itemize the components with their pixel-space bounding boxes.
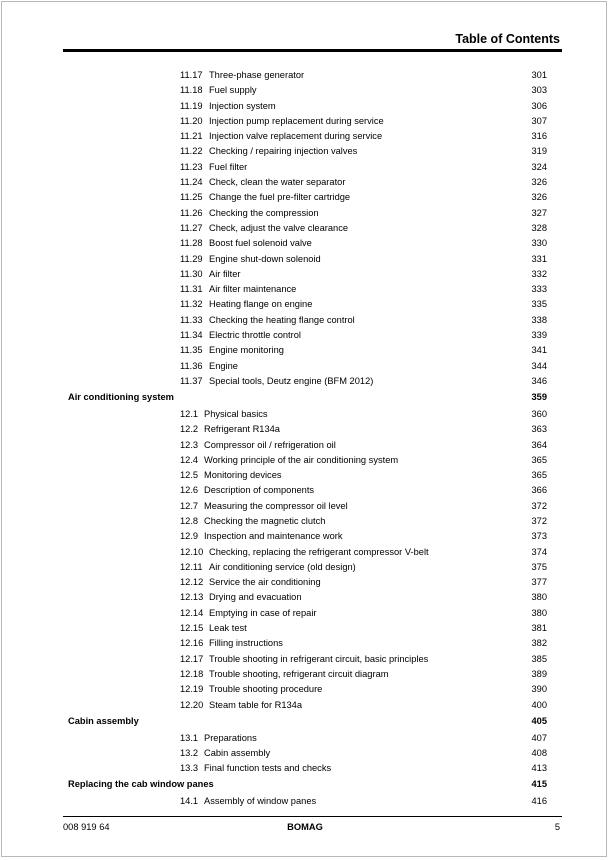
toc-entry-title: Working principle of the air conditioning system [204,454,399,465]
toc-entry[interactable] [0,606,610,621]
toc-page-number: 407 [531,732,547,743]
toc-page-number: 303 [531,85,547,96]
toc-page-number: 374 [531,546,547,557]
toc-entry-number: 12.14 [180,607,204,618]
toc-entry[interactable] [0,468,610,483]
toc-entry-title: Change the fuel pre-filter cartridge [209,192,351,203]
toc-page-number: 365 [531,454,547,465]
toc-page-number: 332 [531,268,547,279]
toc-entry[interactable] [0,590,610,605]
toc-entry[interactable] [0,667,610,682]
toc-entry-title: Checking the compression [209,207,319,218]
toc-page-number: 330 [531,238,547,249]
toc-entry-number: 12.2 [180,424,199,435]
toc-entry-title: Three-phase generator [209,70,305,80]
header-divider [63,49,562,52]
toc-entry[interactable] [0,83,610,98]
toc-entry-title: Air filter maintenance [209,284,297,295]
toc-entry[interactable] [0,282,610,297]
toc-entry-number: 12.16 [180,638,204,649]
toc-entry[interactable] [0,407,610,422]
toc-page-number: 363 [531,424,547,435]
toc-entry-title: Final function tests and checks [204,763,332,774]
toc-entry[interactable] [0,575,610,590]
toc-entry-title: Injection valve replacement during service [209,131,383,142]
toc-entry-title: Trouble shooting procedure [209,684,323,695]
toc-page-number: 346 [531,375,547,386]
toc-entry-title: Engine monitoring [209,345,284,356]
toc-entry[interactable] [0,313,610,328]
toc-page-number: 335 [531,299,547,310]
toc-entry[interactable] [0,160,610,175]
toc-entry-title: Monitoring devices [204,470,282,481]
toc-entry-number: 11.35 [180,345,203,356]
document-number: 008 919 64 [63,822,110,832]
toc-entry[interactable] [0,144,610,159]
toc-entry-title: Check, adjust the valve clearance [209,222,349,233]
toc-entry[interactable] [0,328,610,343]
toc-page-number: 381 [531,623,547,634]
toc-entry-title: Checking the magnetic clutch [204,516,326,526]
toc-page-number: 372 [531,516,547,526]
toc-section-title: Replacing the cab window panes [68,779,214,790]
toc-entry[interactable] [0,499,610,514]
toc-page-number: 326 [531,192,547,203]
toc-entry-number: 12.11 [180,561,203,572]
toc-entry-number: 12.5 [180,470,199,481]
toc-entry[interactable] [0,529,610,544]
toc-entry-number: 11.17 [180,70,203,80]
toc-entry-number: 12.19 [180,684,204,695]
toc-entry-title: Assembly of window panes [204,796,317,807]
toc-entry-number: 11.32 [180,299,203,310]
toc-page-number: 416 [531,796,547,807]
toc-entry-title: Air conditioning service (old design) [209,561,356,572]
toc-entry-number: 12.10 [180,546,204,557]
toc-entry[interactable] [0,343,610,358]
toc-entry-number: 11.36 [180,360,203,371]
toc-entry[interactable] [0,453,610,468]
toc-entry-title: Fuel filter [209,161,248,172]
toc-entry-number: 11.22 [180,146,203,157]
toc-entry[interactable] [0,297,610,312]
toc-entry-title: Physical basics [204,408,268,419]
toc-entry-number: 12.8 [180,516,199,526]
toc-entry-title: Engine [209,360,238,371]
toc-entry[interactable] [0,698,610,713]
toc-entry[interactable] [0,236,610,251]
toc-page-number: 301 [531,70,547,80]
toc-entry-title: Inspection and maintenance work [204,531,343,542]
toc-entry[interactable] [0,761,610,776]
toc-page-number: 380 [531,607,547,618]
toc-entry-number: 13.1 [180,732,199,743]
toc-entry-number: 11.30 [180,268,203,279]
toc-entry-number: 11.34 [180,330,203,341]
toc-entry[interactable] [0,99,610,114]
toc-page-number: 382 [531,638,547,649]
toc-entry[interactable] [0,359,610,374]
toc-entry-number: 12.15 [180,623,204,634]
toc-page-number: 319 [531,146,547,157]
toc-entry[interactable] [0,267,610,282]
toc-entry-number: 11.19 [180,100,203,111]
toc-page-number: 413 [531,763,547,774]
toc-page-number: 377 [531,577,547,588]
toc-page-number: 316 [531,131,547,142]
toc-page-number: 306 [531,100,547,111]
footer-divider [63,816,562,817]
toc-entry-number: 11.31 [180,284,203,295]
toc-entry[interactable] [0,483,610,498]
toc-page-number: 359 [531,392,547,403]
toc-page-number: 339 [531,330,547,341]
toc-entry[interactable] [0,221,610,236]
toc-entry[interactable] [0,560,610,575]
toc-entry-number: 11.28 [180,238,203,249]
toc-entry-title: Refrigerant R134a [204,424,280,435]
toc-entry[interactable] [0,731,610,746]
toc-page-number: 390 [531,684,547,695]
toc-entry[interactable] [0,621,610,636]
toc-page-number: 389 [531,668,547,679]
toc-entry-title: Filling instructions [209,638,283,649]
toc-entry-title: Service the air conditioning [209,577,321,588]
toc-entry-number: 13.3 [180,763,199,774]
toc-entry-number: 12.20 [180,699,204,710]
toc-entry-title: Preparations [204,732,257,743]
toc-page-number: 408 [531,747,547,758]
toc-entry-title: Special tools, Deutz engine (BFM 2012) [209,375,374,386]
toc-entry[interactable] [0,190,610,205]
toc-entry[interactable] [0,545,610,560]
toc-entry[interactable] [0,374,610,389]
toc-entry-number: 11.37 [180,375,203,386]
toc-entry[interactable] [0,68,610,83]
toc-entry-title: Compressor oil / refrigeration oil [204,439,336,450]
toc-entry[interactable] [0,129,610,144]
toc-entry-number: 11.21 [180,131,203,142]
toc-page-number: 307 [531,115,547,126]
toc-entry[interactable] [0,114,610,129]
toc-entry-title: Injection system [209,100,276,111]
toc-page-number: 405 [531,715,547,726]
toc-section-entry[interactable] [0,776,610,793]
toc-entry-title: Check, clean the water separator [209,177,346,188]
toc-page-number: 326 [531,177,547,188]
toc-entry-title: Checking / repairing injection valves [209,146,358,157]
toc-entry-title: Checking, replacing the refrigerant compressor V-belt [209,546,429,557]
toc-page-number: 400 [531,699,547,710]
toc-entry-number: 11.29 [180,253,203,264]
toc-entry-title: Engine shut-down solenoid [209,253,321,264]
toc-entry-number: 12.4 [180,454,199,465]
toc-entry-title: Checking the heating flange control [209,314,355,325]
toc-entry-number: 12.18 [180,668,204,679]
toc-page-number: 327 [531,207,547,218]
toc-page-number: 366 [531,485,547,496]
toc-entry-number: 12.17 [180,653,204,664]
toc-entry-title: Boost fuel solenoid valve [209,238,312,249]
toc-entry-number: 12.12 [180,577,204,588]
brand-name: BOMAG [287,822,323,832]
toc-entry-title: Injection pump replacement during service [209,115,384,126]
toc-page-number: 380 [531,592,547,603]
toc-page-number: 324 [531,161,547,172]
toc-entry-title: Air filter [209,268,241,279]
toc-entry-number: 11.27 [180,222,203,233]
toc-page-number: 415 [531,779,547,790]
toc-entry[interactable] [0,252,610,267]
toc-entry[interactable] [0,422,610,437]
toc-entry-number: 12.6 [180,485,199,496]
toc-entry-number: 11.25 [180,192,203,203]
toc-section-title: Cabin assembly [68,715,139,726]
toc-entry[interactable] [0,652,610,667]
toc-page-number: 341 [531,345,547,356]
toc-page-number: 338 [531,314,547,325]
toc-entry[interactable] [0,794,610,809]
toc-entry-number: 11.18 [180,85,203,96]
toc-entry-number: 11.24 [180,177,203,188]
toc-entry[interactable] [0,514,610,529]
toc-page-number: 375 [531,561,547,572]
toc-page-number: 331 [531,253,547,264]
toc-section-title: Air conditioning system [68,392,174,403]
toc-entry-number: 11.20 [180,115,203,126]
toc-entry-number: 11.23 [180,161,203,172]
toc-entry-number: 14.1 [180,796,199,807]
toc-page-number: 365 [531,470,547,481]
toc-entry-title: Trouble shooting, refrigerant circuit diagram [209,668,389,679]
toc-entry[interactable] [0,206,610,221]
toc-section-entry[interactable] [0,389,610,406]
toc-entry-number: 12.7 [180,500,199,511]
toc-entry[interactable] [0,438,610,453]
page-number: 5 [554,822,560,832]
toc-entry-number: 12.9 [180,531,199,542]
toc-entry[interactable] [0,636,610,651]
toc-entry-number: 12.13 [180,592,204,603]
toc-entry-title: Trouble shooting in refrigerant circuit, basic principles [209,653,429,664]
toc-entry-title: Emptying in case of repair [209,607,317,618]
toc-entry[interactable] [0,746,610,761]
toc-page-number: 373 [531,531,547,542]
toc-page-number: 328 [531,222,547,233]
toc-entry-number: 11.33 [180,314,203,325]
toc-entry-number: 11.26 [180,207,203,218]
toc-entry-title: Drying and evacuation [209,592,302,603]
toc-page-number: 372 [531,500,547,511]
toc-entry-title: Measuring the compressor oil level [204,500,348,511]
toc-entry-number: 13.2 [180,747,199,758]
toc-entry-number: 12.1 [180,408,199,419]
toc-entry[interactable] [0,175,610,190]
toc-entry-title: Fuel supply [209,85,257,96]
toc-entry-title: Leak test [209,623,247,634]
toc-entry-number: 12.3 [180,439,199,450]
toc-entry-title: Electric throttle control [209,330,301,341]
toc-page-number: 360 [531,408,547,419]
toc-page-number: 364 [531,439,547,450]
toc-entry-title: Cabin assembly [204,747,271,758]
toc-entry-title: Description of components [204,485,315,496]
toc-entry-title: Steam table for R134a [209,699,303,710]
toc-page-number: 333 [531,284,547,295]
toc-page-number: 385 [531,653,547,664]
toc-entry-title: Heating flange on engine [209,299,313,310]
table-of-contents [0,68,610,809]
toc-page-number: 344 [531,360,547,371]
page-title: Table of Contents [455,32,560,46]
toc-entry[interactable] [0,682,610,697]
toc-section-entry[interactable] [0,713,610,730]
